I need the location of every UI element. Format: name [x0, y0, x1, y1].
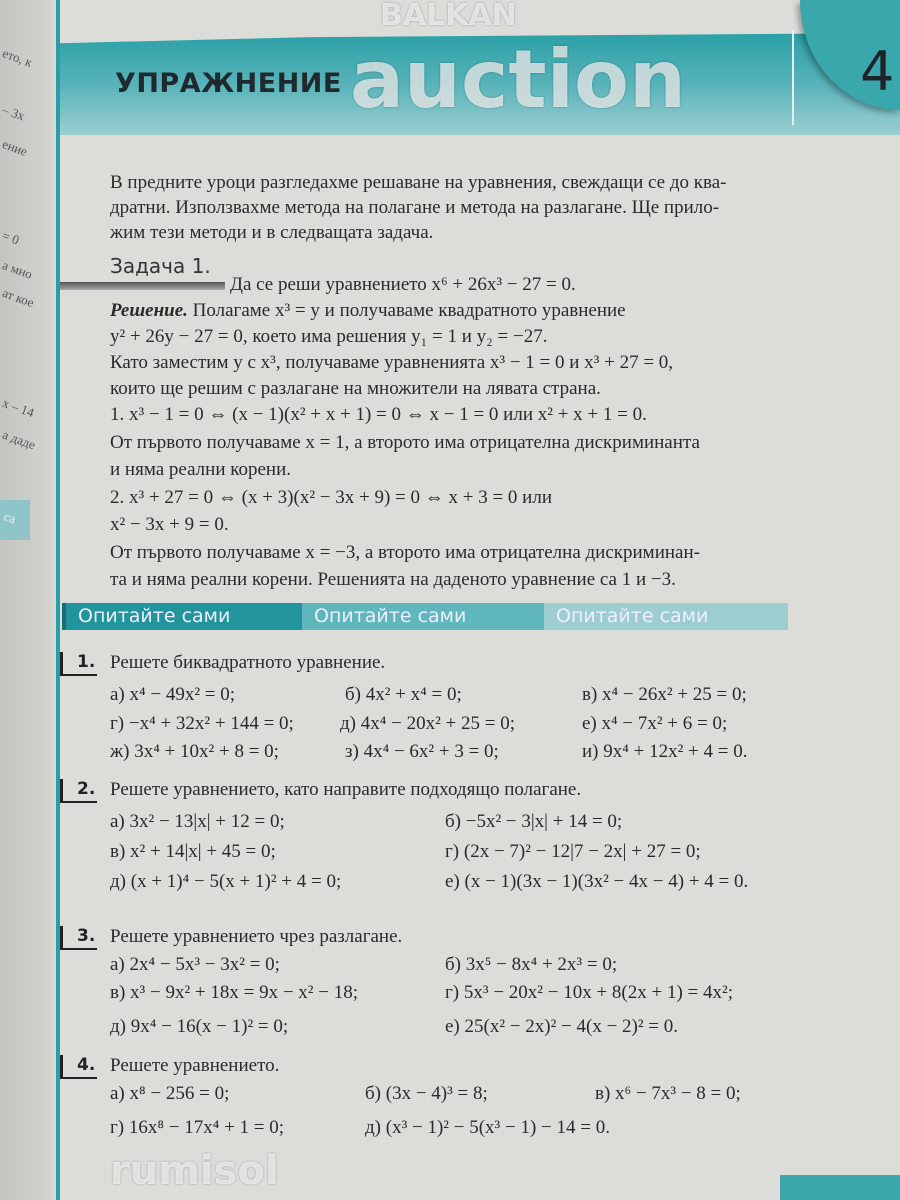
intro-line: жим тези методи и в следващата задача. — [110, 222, 434, 243]
exercise-item: ж) 3x⁴ + 10x² + 8 = 0; — [110, 741, 279, 762]
prev-page-tab — [0, 500, 30, 540]
prev-page-text: ение — [0, 136, 30, 159]
page-number-tab — [780, 1175, 900, 1200]
exercise-item: и) 9x⁴ + 12x² + 4 = 0. — [582, 741, 748, 762]
solution-line: 1. x³ − 1 = 0 ⇔ (x − 1)(x² + x + 1) = 0 ⇔ x − 1 = 0 или x² + x + 1 = 0. — [110, 404, 647, 425]
exercise-item: б) 4x² + x⁴ = 0; — [345, 684, 462, 705]
exercise-item: в) x³ − 9x² + 18x = 9x − x² − 18; — [110, 982, 358, 1003]
prev-page-text: = 0 — [0, 227, 22, 248]
watermark-line: BALKAN — [380, 0, 517, 33]
prev-page-text: а мно — [0, 257, 35, 282]
solution-line — [110, 300, 626, 322]
exercise-item: в) x² + 14|x| + 45 = 0; — [110, 841, 276, 862]
solution-line: Като заместим y с x³, получаваме уравненията x³ − 1 = 0 и x³ + 27 = 0, — [110, 352, 674, 373]
try-banner-2: Опитайте сами — [302, 603, 544, 630]
intro-line: В предните уроци разгледахме решаване на уравнения, свеждащи се до ква- — [110, 172, 727, 193]
exercise-item: б) 3x⁵ − 8x⁴ + 2x³ = 0; — [445, 954, 618, 975]
try-banner-1: Опитайте сами — [62, 603, 306, 630]
exercise-item: е) x⁴ − 7x² + 6 = 0; — [582, 713, 728, 734]
exercise-item: д) (x³ − 1)² − 5(x³ − 1) − 14 = 0. — [365, 1117, 610, 1138]
exercise-item: а) 3x² − 13|x| + 12 = 0; — [110, 811, 285, 832]
exercise-item: в) x⁴ − 26x² + 25 = 0; — [582, 684, 747, 705]
solution-line: които ще решим с разлагане на множители на лявата страна. — [110, 378, 601, 399]
prev-page-tab-label: са — [1, 508, 19, 527]
exercise-item: е) 25(x² − 2x)² − 4(x − 2)² = 0. — [445, 1016, 679, 1037]
exercise-item: б) (3x − 4)³ = 8; — [365, 1083, 488, 1104]
solution-line: От първото получаваме x = −3, а второто има отрицателна дискриминан- — [110, 542, 700, 563]
header-divider — [792, 30, 794, 125]
exercise-prompt: Решете биквадратното уравнение. — [110, 652, 386, 673]
task-underline — [60, 282, 225, 290]
prev-page-text: x – 14 — [0, 394, 37, 421]
exercise-item: д) (x + 1)⁴ − 5(x + 1)² + 4 = 0; — [110, 871, 342, 892]
solution-line: и няма реални корени. — [110, 459, 292, 480]
exercise-item: г) 5x³ − 20x² − 10x + 8(2x + 1) = 4x²; — [445, 982, 733, 1003]
solution-line: та и няма реални корени. Решенията на даденото уравнение са 1 и −3. — [110, 569, 676, 590]
task-label: Задача 1. — [110, 254, 211, 278]
prev-page-text: ето, к — [0, 45, 35, 70]
prev-page-text: – 3x — [0, 101, 27, 124]
exercise-item: г) 16x⁸ − 17x⁴ + 1 = 0; — [110, 1117, 285, 1138]
chapter-number: 4 — [860, 40, 895, 103]
exercise-item: е) (x − 1)(3x − 1)(3x² − 4x − 4) + 4 = 0. — [445, 871, 749, 892]
exercise-prompt: Решете уравнението, като направите подходящо полагане. — [110, 779, 582, 800]
exercise-item: б) −5x² − 3|x| + 14 = 0; — [445, 811, 623, 832]
exercise-prompt: Решете уравнението чрез разлагане. — [110, 926, 403, 947]
exercise-number: 4. — [60, 1055, 97, 1079]
page-margin-line — [56, 0, 60, 1200]
watermark-line: rumisol — [110, 1148, 279, 1194]
exercise-item: в) x⁶ − 7x³ − 8 = 0; — [595, 1083, 741, 1104]
task-statement: Да се реши уравнението x⁶ + 26x³ − 27 = 0. — [230, 274, 576, 295]
exercise-prompt: Решете уравнението. — [110, 1055, 280, 1076]
solution-line: y² + 26y − 27 = 0, което има решения y₁ = 1 и y₂ = −27. — [110, 326, 548, 347]
page-title: УПРАЖНЕНИЕ — [115, 68, 342, 99]
try-banner-3: Опитайте сами — [544, 603, 788, 630]
exercise-item: д) 9x⁴ − 16(x − 1)² = 0; — [110, 1016, 289, 1037]
intro-line: дратни. Използвахме метода на полагане и метода на разлагане. Ще прило- — [110, 197, 720, 218]
previous-page-edge — [0, 0, 52, 1200]
exercise-number: 2. — [60, 779, 97, 803]
exercise-item: а) x⁴ − 49x² = 0; — [110, 684, 236, 705]
solution-line: x² − 3x + 9 = 0. — [110, 514, 229, 535]
solution-label: Решение. — [110, 300, 188, 321]
exercise-item: з) 4x⁴ − 6x² + 3 = 0; — [345, 741, 499, 762]
solution-line: 2. x³ + 27 = 0 ⇔ (x + 3)(x² − 3x + 9) = 0 ⇔ x + 3 = 0 или — [110, 487, 552, 508]
exercise-number: 1. — [60, 652, 97, 676]
exercise-item: а) 2x⁴ − 5x³ − 3x² = 0; — [110, 954, 280, 975]
prev-page-text: ат кое — [0, 284, 37, 311]
exercise-number: 3. — [60, 926, 97, 950]
exercise-item: а) x⁸ − 256 = 0; — [110, 1083, 230, 1104]
exercise-item: г) −x⁴ + 32x² + 144 = 0; — [110, 713, 294, 734]
solution-line: От първото получаваме x = 1, а второто има отрицателна дискриминанта — [110, 432, 700, 453]
exercise-item: д) 4x⁴ − 20x² + 25 = 0; — [340, 713, 515, 734]
watermark-line: auction — [350, 33, 686, 126]
prev-page-text: а даде — [0, 426, 38, 453]
exercise-item: г) (2x − 7)² − 12|7 − 2x| + 27 = 0; — [445, 841, 701, 862]
solution-text: Полагаме x³ = y и получаваме квадратното уравнение — [192, 300, 626, 321]
